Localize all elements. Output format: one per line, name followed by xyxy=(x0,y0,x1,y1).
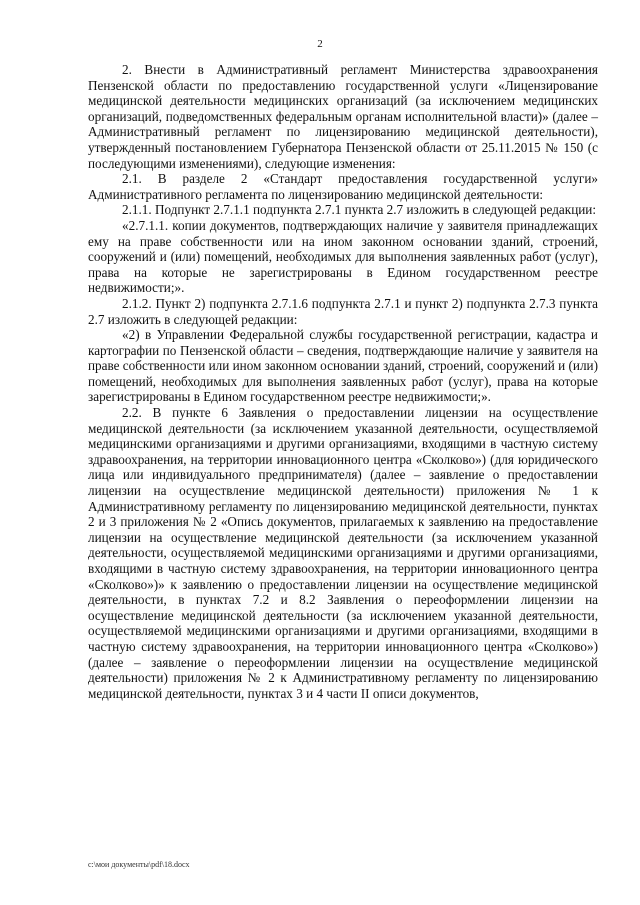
paragraph-2: 2. Внести в Административный регламент Министерства здравоохранения Пензенской области по предоставлению государственной услуги «Лицензирование медицинской деятельности медицинских организаций (за исключением медицинских организаций, подведомственных федеральным органам исполнительной власти)» (далее – Административный регламент по лицензированию медицинской деятельности), утвержденный постановлением Губернатора Пензенской области от 25.11.2015 № 150 (с последующими изменениями), следующие изменения: xyxy=(88,62,598,171)
paragraph-2-1-1: 2.1.1. Подпункт 2.7.1.1 подпункта 2.7.1 пункта 2.7 изложить в следующей редакции: xyxy=(122,202,597,218)
paragraph-2-2: 2.2. В пункте 6 Заявления о предоставлении лицензии на осуществление медицинской деятельности (за исключением указанной деятельности, осуществляемой медицинскими организациями и другими организациями, входящими в частную систему здравоохранения, на территории инновационного центра «Сколково») (для юридического лица или индивидуального предпринимателя) (далее – заявление о предоставлении лицензии на осуществление медицинской деятельности) приложения № 1 к Административному регламенту по лицензированию медицинской деятельности, пунктах 2 и 3 приложения № 2 «Опись документов, прилагаемых к заявлению на предоставление лицензии на осуществление медицинской деятельности (за исключением указанной деятельности, осуществляемой медицинскими организациями и другими организациями, входящими в частную систему здравоохранения, на территории инновационного центра «Сколково»)» к заявлению о предоставлении лицензии на осуществление медицинской деятельности, в пунктах 7.2 и 8.2 Заявления о переоформлении лицензии на осуществление медицинской деятельности (за исключением указанной деятельности, осуществляемой медицинскими организациями и другими организациями, входящими в частную систему здравоохранения, на территории инновационного центра «Сколково») (далее – заявление о переоформлении лицензии на осуществление медицинской деятельности) приложения № 2 к Административному регламенту по лицензированию медицинской деятельности, пунктах 3 и 4 части II описи документов, xyxy=(88,405,598,701)
quoted-paragraph-2: «2) в Управлении Федеральной службы государственной регистрации, кадастра и картографии по Пензенской области – сведения, подтверждающие наличие у заявителя на праве собственности или ином законном основании зданий, строений, сооружений и (или) помещений, необходимых для выполнения заявленных работ (услуг), права на которые зарегистрированы в Едином государственном реестре недвижимости;». xyxy=(88,327,598,405)
quoted-paragraph-2-7-1-1: «2.7.1.1. копии документов, подтверждающих наличие у заявителя принадлежащих ему на праве собственности или на ином законном основании зданий, строений, сооружений и (или) помещений, необходимых для выполнения заявленных работ (услуг), права на которые не зарегистрированы в Едином государственном реестре недвижимости;». xyxy=(88,217,598,296)
paragraph-2-1: 2.1. В разделе 2 «Стандарт предоставления государственной услуги» Административного регламента по лицензированию медицинской деятельности: xyxy=(88,171,598,202)
document-body xyxy=(88,62,598,701)
paragraph-2-1-2: 2.1.2. Пункт 2) подпункта 2.7.1.6 подпункта 2.7.1 и пункт 2) подпункта 2.7.3 пункта 2.7 изложить в следующей редакции: xyxy=(88,295,598,327)
page-number: 2 xyxy=(317,38,323,50)
file-path-footer: c:\мои документы\pdf\18.docx xyxy=(88,860,190,869)
